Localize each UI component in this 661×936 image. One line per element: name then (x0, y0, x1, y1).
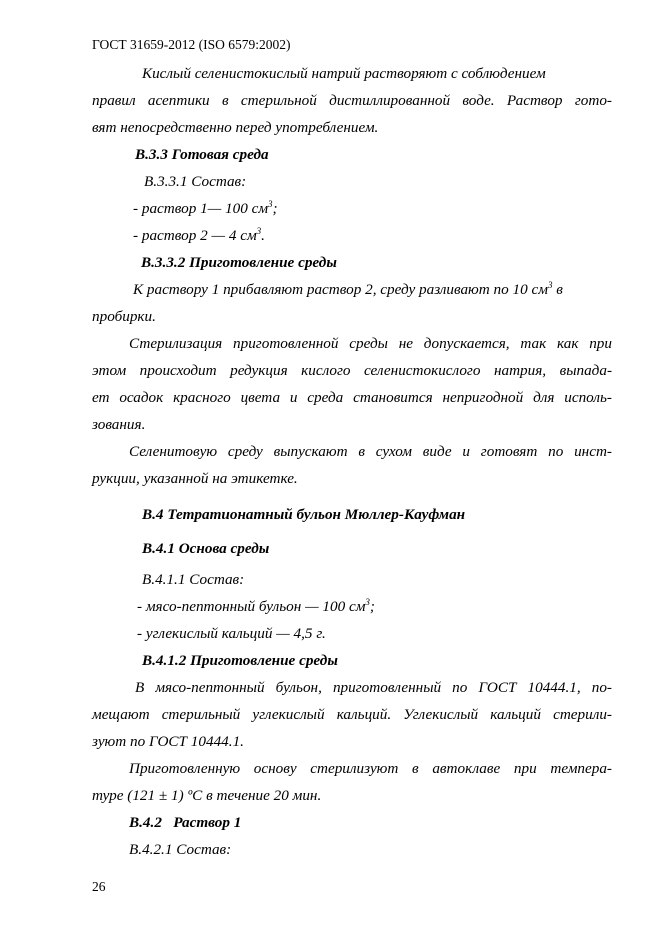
document-header: ГОСТ 31659-2012 (ISO 6579:2002) (92, 37, 291, 52)
paragraph-line: рукции, указанной на этикетке. (92, 470, 298, 487)
list-item-solution-2: - раствор 2 — 4 $см^3$. (133, 225, 265, 244)
section-heading-b42: В.4.2 Раствор 1 (129, 814, 242, 831)
subsection-b411: В.4.1.1 Состав: (142, 571, 245, 588)
paragraph-line: зования. (92, 416, 146, 433)
paragraph-line: туре (121 ± 1) ºС в течение 20 мин. (92, 787, 322, 804)
section-heading-b412: В.4.1.2 Приготовление среды (142, 652, 338, 669)
paragraph-line: пробирки. (92, 308, 156, 325)
subsection-b421: В.4.2.1 Состав: (129, 841, 232, 858)
paragraph-line: правил асептики в стерильной дистиллированной воде. Раствор гото- (92, 92, 612, 109)
paragraph-line: мещают стерильный углекислый кальций. Углекислый кальций стерили- (92, 706, 612, 723)
paragraph-line: ет осадок красного цвета и среда становится непригодной для исполь- (92, 389, 612, 406)
paragraph-line: В мясо-пептонный бульон, приготовленный по ГОСТ 10444.1, по- (135, 679, 612, 696)
section-heading-b3332: В.3.3.2 Приготовление среды (141, 254, 337, 271)
page-number: 26 (92, 879, 106, 894)
paragraph-line: К раствору 1 прибавляют раствор 2, среду разливают по 10 $см^3$ в (133, 279, 563, 298)
paragraph-line: Стерилизация приготовленной среды не допускается, так как при (129, 335, 612, 352)
paragraph-line: вят непосредственно перед употреблением. (92, 119, 379, 136)
paragraph-line: Приготовленную основу стерилизуют в автоклаве при темпера- (129, 760, 612, 777)
paragraph-line: Кислый селенистокислый натрий растворяют с соблюдением (142, 65, 546, 82)
section-heading-b41: В.4.1 Основа среды (142, 540, 270, 557)
paragraph-line: Селенитовую среду выпускают в сухом виде и готовят по инст- (129, 443, 612, 460)
list-item-calcium: - углекислый кальций — 4,5 г. (137, 625, 326, 642)
paragraph-line: этом происходит редукция кислого селенистокислого натрия, выпада- (92, 362, 612, 379)
list-item-solution-1: - раствор 1— 100 $см^3$; (133, 198, 278, 217)
section-heading-b4: В.4 Тетратионатный бульон Мюллер-Кауфман (142, 506, 466, 523)
section-heading-b333: В.3.3 Готовая среда (135, 146, 269, 163)
paragraph-line: зуют по ГОСТ 10444.1. (92, 733, 244, 750)
subsection-b3331: В.3.3.1 Состав: (144, 173, 247, 190)
list-item-broth: - мясо-пептонный бульон — 100 $см^3$; (137, 596, 375, 615)
